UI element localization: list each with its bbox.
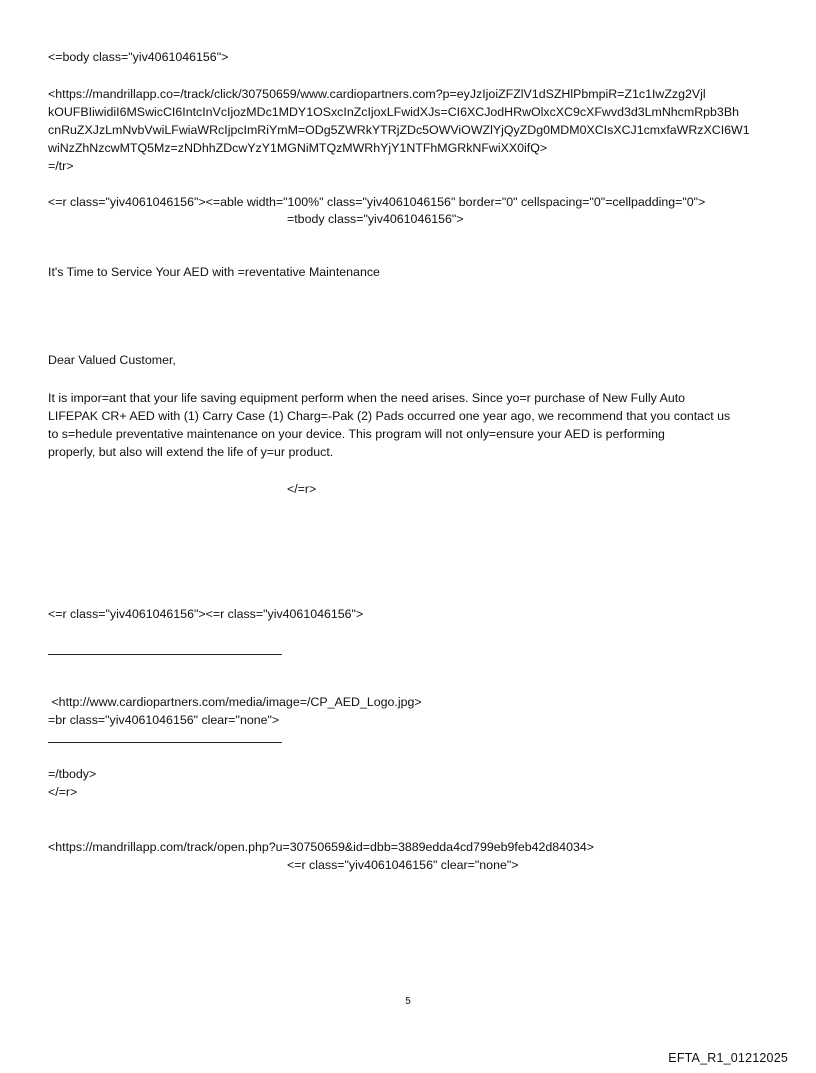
divider-bottom: [48, 742, 282, 743]
body-open-tag: <=body class="yiv4061046156">: [48, 50, 229, 64]
tracking-link-text: <https://mandrillapp.co=/track/click/30750659/www.cardiopartners.com?p=eyJzIjoiZFZlV1dSZHlPbmpiR=Z1c1IwZzg2Vjl kOUFBIiwidiI6MSwicCI6IntcInVcIjozMDc1MDY1OSxcInZcIjoxLFwidXJs=CI6XCJodHRwOlxcXC9cXFwvd3d3LmNhcmRpb3Bh cnRuZXJzLmNvbVwiLFwiaWRcIjpcImRiYmM=ODg5ZWRkYTRjZDc5OWViOWZlYjQyZDg0MDM0XCIsXCJ1cmxfaWRzXCI6W1 wiNzZhNzcwMTQ5Mz=zNDhhZDcwYzY1MGNiMTQzMWRhYjY1NTFhMGRkNFwiXX0ifQ> =/tr>: [48, 87, 750, 173]
tbody-open-tag: =tbody class="yiv4061046156">: [287, 212, 464, 226]
tbody-close-tag: =/tbody> </=r>: [48, 767, 97, 799]
page-number: 5: [405, 996, 411, 1007]
close-r-tag: </=r>: [287, 482, 317, 496]
table-open-tag: <=r class="yiv4061046156"><=able width="100%" class="yiv4061046156" border="0" cellspacing="0"=cellpadding="0">: [48, 195, 706, 209]
open-tracking-link: <https://mandrillapp.com/track/open.php?u=30750659&id=dbb=3889edda4cd799eb9feb42d84034>: [48, 840, 594, 854]
double-r-tag: <=r class="yiv4061046156"><=r class="yiv4061046156">: [48, 607, 364, 621]
document-id: EFTA_R1_01212025: [668, 1051, 788, 1065]
body-paragraph: It is impor=ant that your life saving equipment perform when the need arises. Since yo=r purchase of New Fully Auto LIFEPAK CR+ AED with (1) Carry Case (1) Charg=-Pak (2) Pads occurred one year ago, we recommend that you contact us to s=hedule preventative maintenance on your device. This program will not only=ensure your AED is performing properly, but also will extend the life of y=ur product.: [48, 391, 731, 459]
br-clear-tag: <=r class="yiv4061046156" clear="none">: [287, 858, 519, 872]
divider-top: [48, 654, 282, 655]
greeting: Dear Valued Customer,: [48, 353, 176, 367]
logo-image-link: <http://www.cardiopartners.com/media/image=/CP_AED_Logo.jpg> =br class="yiv4061046156" clear="none">: [48, 695, 422, 727]
email-headline: It's Time to Service Your AED with =reventative Maintenance: [48, 265, 380, 279]
